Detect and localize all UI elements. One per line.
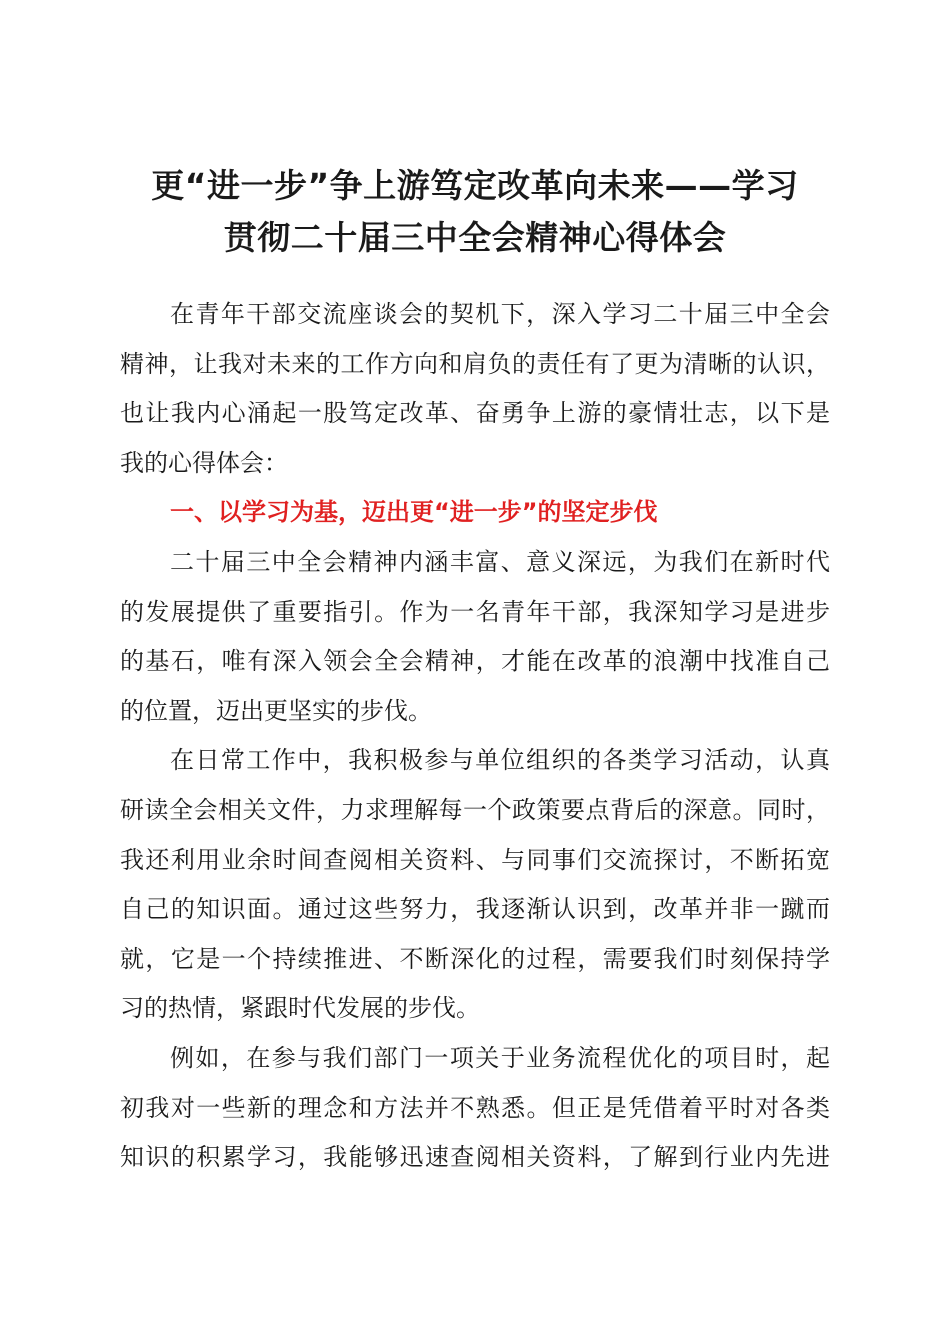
document-title xyxy=(110,160,840,264)
title-line-1: 更“进一步”争上游笃定改革向未来——学习 xyxy=(151,166,799,205)
text-line: 也让我内心涌起一股笃定改革、奋勇争上游的豪情壮志，以下是 xyxy=(120,399,830,428)
text-line: 自己的知识面。通过这些努力，我逐渐认识到，改革并非一蹴而 xyxy=(120,895,830,924)
paragraph-intro xyxy=(120,290,830,488)
text-line: 在青年干部交流座谈会的契机下，深入学习二十届三中全会 xyxy=(170,300,830,328)
paragraph-example xyxy=(120,1034,830,1183)
text-line: 知识的积累学习，我能够迅速查阅相关资料，了解到行业内先进 xyxy=(120,1143,830,1172)
text-line: 在日常工作中，我积极参与单位组织的各类学习活动，认真 xyxy=(170,746,830,775)
text-line: 研读全会相关文件，力求理解每一个政策要点背后的深意。同时， xyxy=(120,795,830,824)
title-line-2: 贯彻二十届三中全会精神心得体会 xyxy=(223,218,727,257)
paragraph-daily-work xyxy=(120,736,830,1034)
text-line: 我的心得体会： xyxy=(120,448,288,477)
text-line: 精神，让我对未来的工作方向和肩负的责任有了更为清晰的认识， xyxy=(120,349,830,378)
text-line: 的基石，唯有深入领会全会精神，才能在改革的浪潮中找准自己 xyxy=(120,647,830,676)
text-line: 我还利用业余时间查阅相关资料、与同事们交流探讨，不断拓宽 xyxy=(120,845,830,874)
text-line: 就，它是一个持续推进、不断深化的过程，需要我们时刻保持学 xyxy=(120,944,830,973)
paragraph-study-foundation xyxy=(120,538,830,736)
text-line: 例如，在参与我们部门一项关于业务流程优化的项目时，起 xyxy=(170,1043,830,1072)
text-line: 初我对一些新的理念和方法并不熟悉。但正是凭借着平时对各类 xyxy=(120,1093,830,1122)
document-body xyxy=(120,290,830,1183)
text-line: 的位置，迈出更坚实的步伐。 xyxy=(120,696,432,725)
section-heading-1: 一、以学习为基，迈出更“进一步”的坚定步伐 xyxy=(170,498,658,527)
text-line: 习的热情，紧跟时代发展的步伐。 xyxy=(120,994,480,1023)
text-line: 二十届三中全会精神内涵丰富、意义深远，为我们在新时代 xyxy=(170,547,830,576)
text-line: 的发展提供了重要指引。作为一名青年干部，我深知学习是进步 xyxy=(120,597,830,626)
